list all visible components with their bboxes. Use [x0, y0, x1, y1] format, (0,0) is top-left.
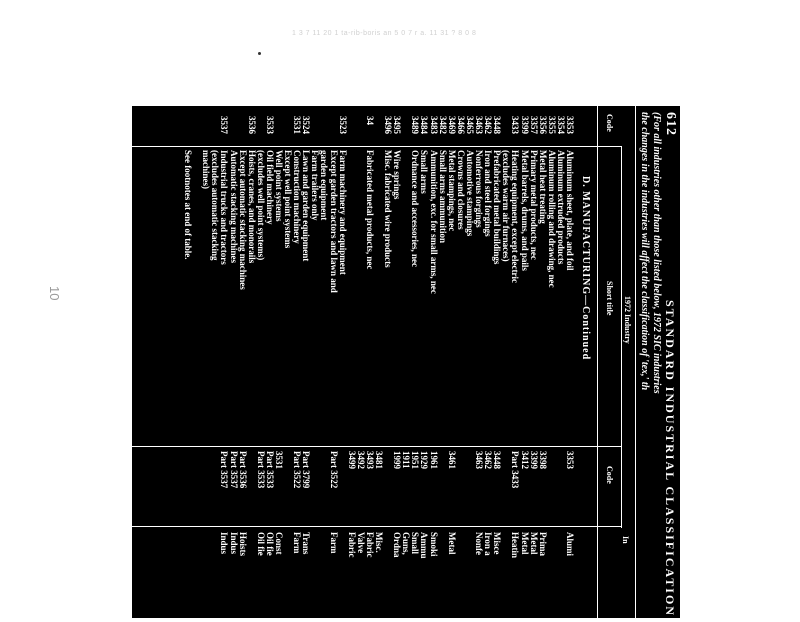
section-title: D. MANUFACTURING—Continued — [580, 176, 591, 361]
row-title-2: Trans — [301, 532, 312, 555]
table-row — [301, 106, 310, 618]
table-row — [501, 106, 510, 618]
row-title: Automatic stacking machines — [228, 150, 239, 263]
table-row — [565, 106, 574, 618]
row-code-2: Part 3799 — [301, 451, 312, 489]
table-row — [529, 106, 538, 618]
row-title-2: Iron a — [483, 532, 494, 556]
header-code-2: Code — [605, 466, 614, 484]
row-title: Lawn and garden equipment — [301, 150, 312, 262]
row-title-2: Valve — [355, 532, 366, 554]
header-rule-bottom — [597, 106, 598, 618]
row-title-2: Nonfe — [474, 532, 485, 555]
scan-speck — [258, 52, 261, 55]
row-title: (excludes well point systems) — [255, 150, 266, 261]
row-title-2: Oil fie — [255, 532, 266, 556]
row-code-2: 1929 — [419, 451, 430, 469]
table-row — [492, 106, 501, 618]
row-title: Fabricated metal products, nec — [364, 150, 375, 270]
row-title: See footnotes at end of table. — [183, 150, 194, 260]
row-title: Except automatic stacking machines — [237, 150, 248, 290]
table-row — [438, 106, 447, 618]
row-title: Aluminum rolling and drawing, nec — [546, 150, 557, 288]
row-title-2: Oil fie — [264, 532, 275, 556]
table-row — [401, 106, 410, 618]
row-code: 3469 — [446, 116, 457, 134]
row-title-2: Fabric — [346, 532, 357, 558]
row-code-2: 3448 — [492, 451, 503, 469]
row-title: Misc. fabricated wire products — [383, 150, 394, 268]
row-title-2: Const — [274, 532, 284, 555]
row-title: (excludes warm air furnaces) — [501, 150, 512, 262]
row-code: 34 — [364, 116, 375, 125]
row-title: Metal barrels, drums, and pails — [519, 150, 530, 271]
row-code-2: 3399 — [528, 451, 539, 469]
header-1972-industry: 1972 Industry — [623, 296, 632, 344]
row-code: 3483 — [428, 116, 439, 134]
table-row — [510, 106, 519, 618]
row-code-2: Part 3537 — [219, 451, 230, 489]
table-row — [347, 106, 356, 618]
row-code-2: 3481 — [374, 451, 385, 469]
row-title: Small arms — [419, 150, 430, 194]
table-row — [410, 106, 419, 618]
row-code-2: 1961 — [428, 451, 439, 469]
table-row — [465, 106, 474, 618]
row-code: 3448 — [492, 116, 503, 134]
table-row — [292, 106, 301, 618]
row-title: Wire springs — [392, 150, 403, 200]
row-code: 3536 — [246, 116, 257, 134]
header-rule-top — [635, 106, 636, 618]
table-row — [319, 106, 328, 618]
row-code-2: Part 3522 — [292, 451, 303, 489]
table-row — [429, 106, 438, 618]
row-title-2: Misc. — [374, 532, 385, 553]
header-rule-mid — [621, 146, 622, 528]
row-code-2: 3461 — [446, 451, 457, 469]
table-row — [201, 106, 210, 618]
row-code: 3465 — [464, 116, 475, 134]
row-title-2: Indus — [228, 532, 239, 555]
row-title-2: Farm — [292, 532, 303, 554]
row-code: 3399 — [519, 116, 530, 134]
row-code: 3489 — [410, 116, 421, 134]
row-title-2: Metal — [519, 532, 530, 555]
margin-mark: 10 — [47, 286, 62, 301]
table-row — [274, 106, 283, 618]
row-title: Ordnance and accessories, nec — [410, 150, 421, 267]
row-title-2: Fabric — [364, 532, 375, 558]
note-line-1: (For all industries other than those listed below, 1972 SIC industries — [651, 112, 662, 394]
row-code: 3354 — [555, 116, 566, 134]
row-title: garden equipment — [319, 150, 330, 221]
row-code: 3482 — [437, 116, 448, 134]
table-row — [392, 106, 401, 618]
row-code: 3355 — [546, 116, 557, 134]
table-row — [238, 106, 247, 618]
row-title-2: Alumi — [565, 532, 575, 557]
row-title-2: Ordna — [392, 532, 403, 558]
table-row — [256, 106, 265, 618]
row-code-2: 3499 — [346, 451, 357, 469]
row-code: 3433 — [510, 116, 521, 134]
table-row — [547, 106, 556, 618]
row-title: Aluminum extruded products — [555, 150, 566, 265]
row-code-2: 1951 — [410, 451, 421, 469]
page-title: STANDARD INDUSTRIAL CLASSIFICATION — [663, 300, 677, 617]
row-code-2: 3463 — [474, 451, 485, 469]
table-row — [356, 106, 365, 618]
row-title: machines) — [201, 150, 212, 189]
row-title-2: Guns, — [401, 532, 412, 555]
row-title: Automotive stampings — [464, 150, 475, 237]
row-title: Farm machinery and equipment — [337, 150, 348, 275]
table-row — [219, 106, 228, 618]
row-code-2: 3462 — [483, 451, 494, 469]
row-title: Except well point systems — [283, 150, 294, 249]
row-code-2: Part 3536 — [237, 451, 248, 489]
page-header — [662, 112, 678, 618]
row-title-2: Metal — [528, 532, 539, 555]
note-line-2: the changes in the industries will affect the classification of 'tex,' th — [639, 112, 650, 391]
table-row — [383, 106, 392, 618]
row-title: Nonferrous forgings — [474, 150, 485, 228]
row-code-2: 3493 — [364, 451, 375, 469]
row-code: 3524 — [301, 116, 312, 134]
row-code: 3533 — [264, 116, 275, 134]
table-row — [228, 106, 237, 618]
table-row — [474, 106, 483, 618]
row-title: Industrial trucks and tractors — [219, 150, 230, 265]
table-row — [556, 106, 565, 618]
rotated-page-content — [132, 106, 680, 618]
row-title: Oil field machinery — [264, 150, 275, 225]
row-code-2: 3398 — [537, 451, 548, 469]
row-title-2: Farm — [328, 532, 339, 554]
row-code-2: Part 3433 — [510, 451, 521, 489]
row-title: Ammunition, exc. for small arms, nec — [428, 150, 439, 294]
table-row — [538, 106, 547, 618]
classification-table — [183, 106, 574, 618]
row-code: 3523 — [337, 116, 348, 134]
table-row — [483, 106, 492, 618]
row-title: Well point systems — [274, 150, 284, 222]
row-title-2: Heatin — [510, 532, 521, 558]
header-short-title: Short title — [605, 281, 614, 316]
row-code: 3462 — [483, 116, 494, 134]
row-title-2: Metal — [446, 532, 457, 555]
table-row — [183, 106, 192, 618]
table-row — [192, 106, 201, 618]
table-row — [310, 106, 319, 618]
row-code: 3463 — [474, 116, 485, 134]
row-code-2: Part 3533 — [264, 451, 275, 489]
row-code: 3484 — [419, 116, 430, 134]
row-title: Aluminum sheet, plate, and foil — [565, 150, 575, 271]
table-row — [456, 106, 465, 618]
row-title: Small arms ammunition — [437, 150, 448, 244]
row-code: 3466 — [455, 116, 466, 134]
row-code: 3537 — [219, 116, 230, 134]
row-title: Metal heat treating — [537, 150, 548, 224]
row-code-2: Part 3533 — [255, 451, 266, 489]
table-row — [365, 106, 374, 618]
row-code: 3356 — [537, 116, 548, 134]
row-title: Prefabricated metal buildings — [492, 150, 503, 265]
row-title: Primary metal products, nec — [528, 150, 539, 260]
row-title-2: Smoki — [428, 532, 439, 557]
table-row — [328, 106, 337, 618]
row-title: (excludes automatic stacking — [210, 150, 221, 261]
section-heading — [581, 106, 590, 618]
row-code-2: 3412 — [519, 451, 530, 469]
table-row — [283, 106, 292, 618]
row-code-2: Part 3522 — [328, 451, 339, 489]
row-title-2: Indus — [219, 532, 230, 555]
row-title-2: Hoists — [237, 532, 248, 557]
row-code-2: 1911 — [401, 451, 412, 469]
scan-noise-text: 1 3 7 11 20 1 ta-rib-boris an 5 0 7 r a. 11 31 ? 8 0 8 — [292, 30, 477, 37]
row-title-2: Prima — [537, 532, 548, 556]
table-row — [419, 106, 428, 618]
row-code: 3357 — [528, 116, 539, 134]
table-row — [265, 106, 274, 618]
row-title: Farm trailers only — [310, 150, 321, 221]
table-row — [519, 106, 528, 618]
row-code: 3353 — [565, 116, 575, 134]
table-row — [338, 106, 347, 618]
row-title: Hoists, cranes, and monorails — [246, 150, 257, 264]
scanned-page — [132, 106, 680, 618]
table-row — [247, 106, 256, 618]
row-code: 3495 — [392, 116, 403, 134]
row-code-2: Part 3537 — [228, 451, 239, 489]
row-code-2: 3492 — [355, 451, 366, 469]
table-row — [374, 106, 383, 618]
row-title: Metal stampings, nec — [446, 150, 457, 232]
table-row — [447, 106, 456, 618]
row-title: Iron and steel forgings — [483, 150, 494, 237]
row-code-2: 1999 — [392, 451, 403, 469]
page-number: 612 — [663, 112, 678, 136]
row-title: Heating equipment, except electric — [510, 150, 521, 283]
header-code: Code — [605, 114, 614, 132]
row-code-2: 3531 — [274, 451, 284, 469]
row-code-2: 3353 — [565, 451, 575, 469]
row-code: 3496 — [383, 116, 394, 134]
page-note — [638, 112, 662, 618]
row-title: Crowns and closures — [455, 150, 466, 230]
row-code: 3531 — [292, 116, 303, 134]
row-title-2: Small — [410, 532, 421, 555]
row-title-2: Ammu — [419, 532, 430, 559]
header-col-4: In — [621, 536, 630, 544]
row-title: Except garden tractors and lawn and — [328, 150, 339, 293]
table-row — [210, 106, 219, 618]
row-title-2: Misce — [492, 532, 503, 555]
row-title: Construction machinery — [292, 150, 303, 244]
